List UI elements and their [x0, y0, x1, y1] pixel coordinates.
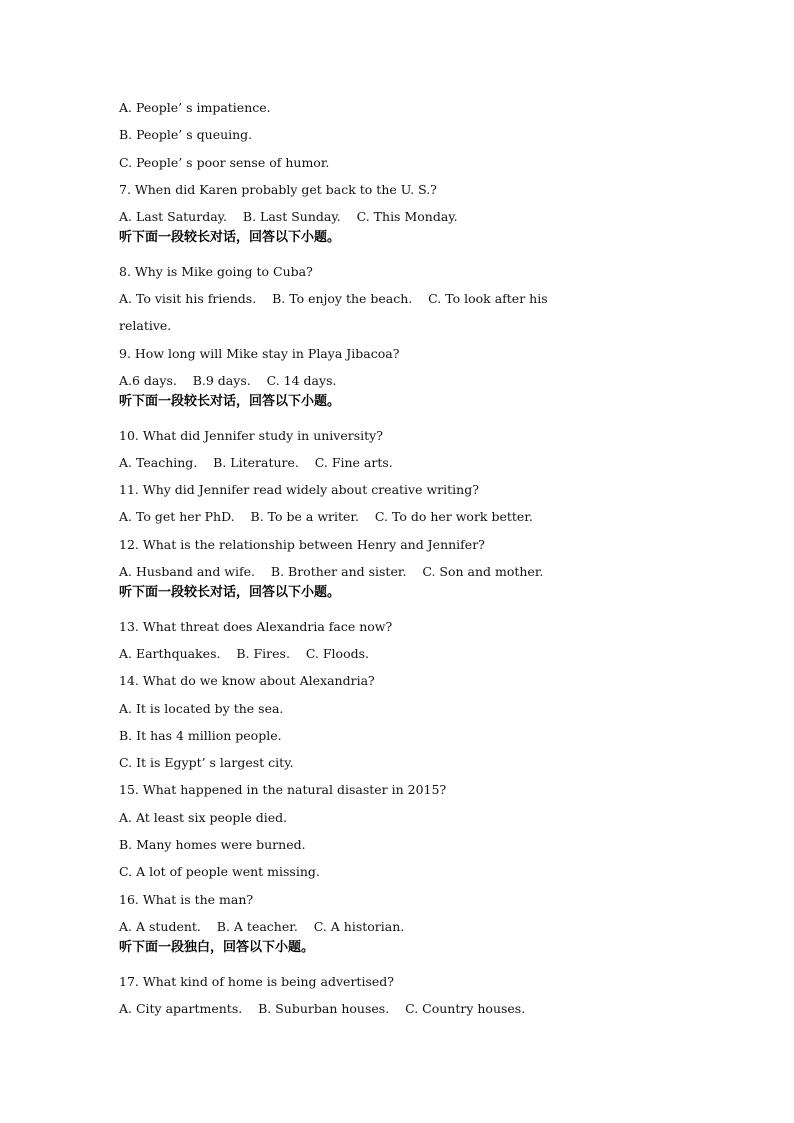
question-line: 14. What do we know about Alexandria?	[119, 673, 375, 689]
option-line: B. People’ s queuing.	[119, 127, 253, 143]
question-line: 10. What did Jennifer study in university?	[119, 427, 383, 443]
section-heading: 听下面一段较长对话，回答以下小题。	[119, 394, 341, 410]
options-row: A. To visit his friends. B. To enjoy the beach. C. To look after his	[119, 291, 548, 307]
question-line: 13. What threat does Alexandria face now?	[119, 618, 393, 634]
document-page	[119, 98, 679, 1026]
section-heading: 听下面一段独白，回答以下小题。	[119, 940, 315, 956]
option-line: C. People’ s poor sense of humor.	[119, 154, 330, 170]
option-line: B. Many homes were burned.	[119, 837, 306, 853]
options-row-continued: relative.	[119, 318, 172, 334]
question-line: 12. What is the relationship between Henry and Jennifer?	[119, 536, 485, 552]
section-heading: 听下面一段较长对话，回答以下小题。	[119, 230, 341, 246]
options-row: A. Teaching. B. Literature. C. Fine arts.	[119, 454, 393, 470]
option-line: C. It is Egypt’ s largest city.	[119, 755, 294, 771]
options-row: A. Last Saturday. B. Last Sunday. C. This Monday.	[119, 209, 458, 225]
question-line: 15. What happened in the natural disaster in 2015?	[119, 782, 447, 798]
options-row: A. Husband and wife. B. Brother and sister. C. Son and mother.	[119, 564, 544, 580]
question-line: 16. What is the man?	[119, 891, 254, 907]
question-line: 9. How long will Mike stay in Playa Jibacoa?	[119, 345, 400, 361]
options-row: A. A student. B. A teacher. C. A historian.	[119, 918, 405, 934]
question-line: 17. What kind of home is being advertised?	[119, 973, 394, 989]
question-line: 11. Why did Jennifer read widely about creative writing?	[119, 482, 479, 498]
section-heading: 听下面一段较长对话，回答以下小题。	[119, 585, 341, 601]
question-line: 8. Why is Mike going to Cuba?	[119, 263, 313, 279]
option-line: A. It is located by the sea.	[119, 700, 284, 716]
option-line: B. It has 4 million people.	[119, 727, 282, 743]
options-row: A.6 days. B.9 days. C. 14 days.	[119, 372, 337, 388]
options-row: A. City apartments. B. Suburban houses. C. Country houses.	[119, 1000, 526, 1016]
option-line: A. At least six people died.	[119, 809, 288, 825]
question-line: 7. When did Karen probably get back to the U. S.?	[119, 181, 437, 197]
option-line: A. People’ s impatience.	[119, 100, 271, 115]
option-line: C. A lot of people went missing.	[119, 864, 320, 880]
options-row: A. Earthquakes. B. Fires. C. Floods.	[119, 645, 369, 661]
options-row: A. To get her PhD. B. To be a writer. C. To do her work better.	[119, 509, 533, 525]
